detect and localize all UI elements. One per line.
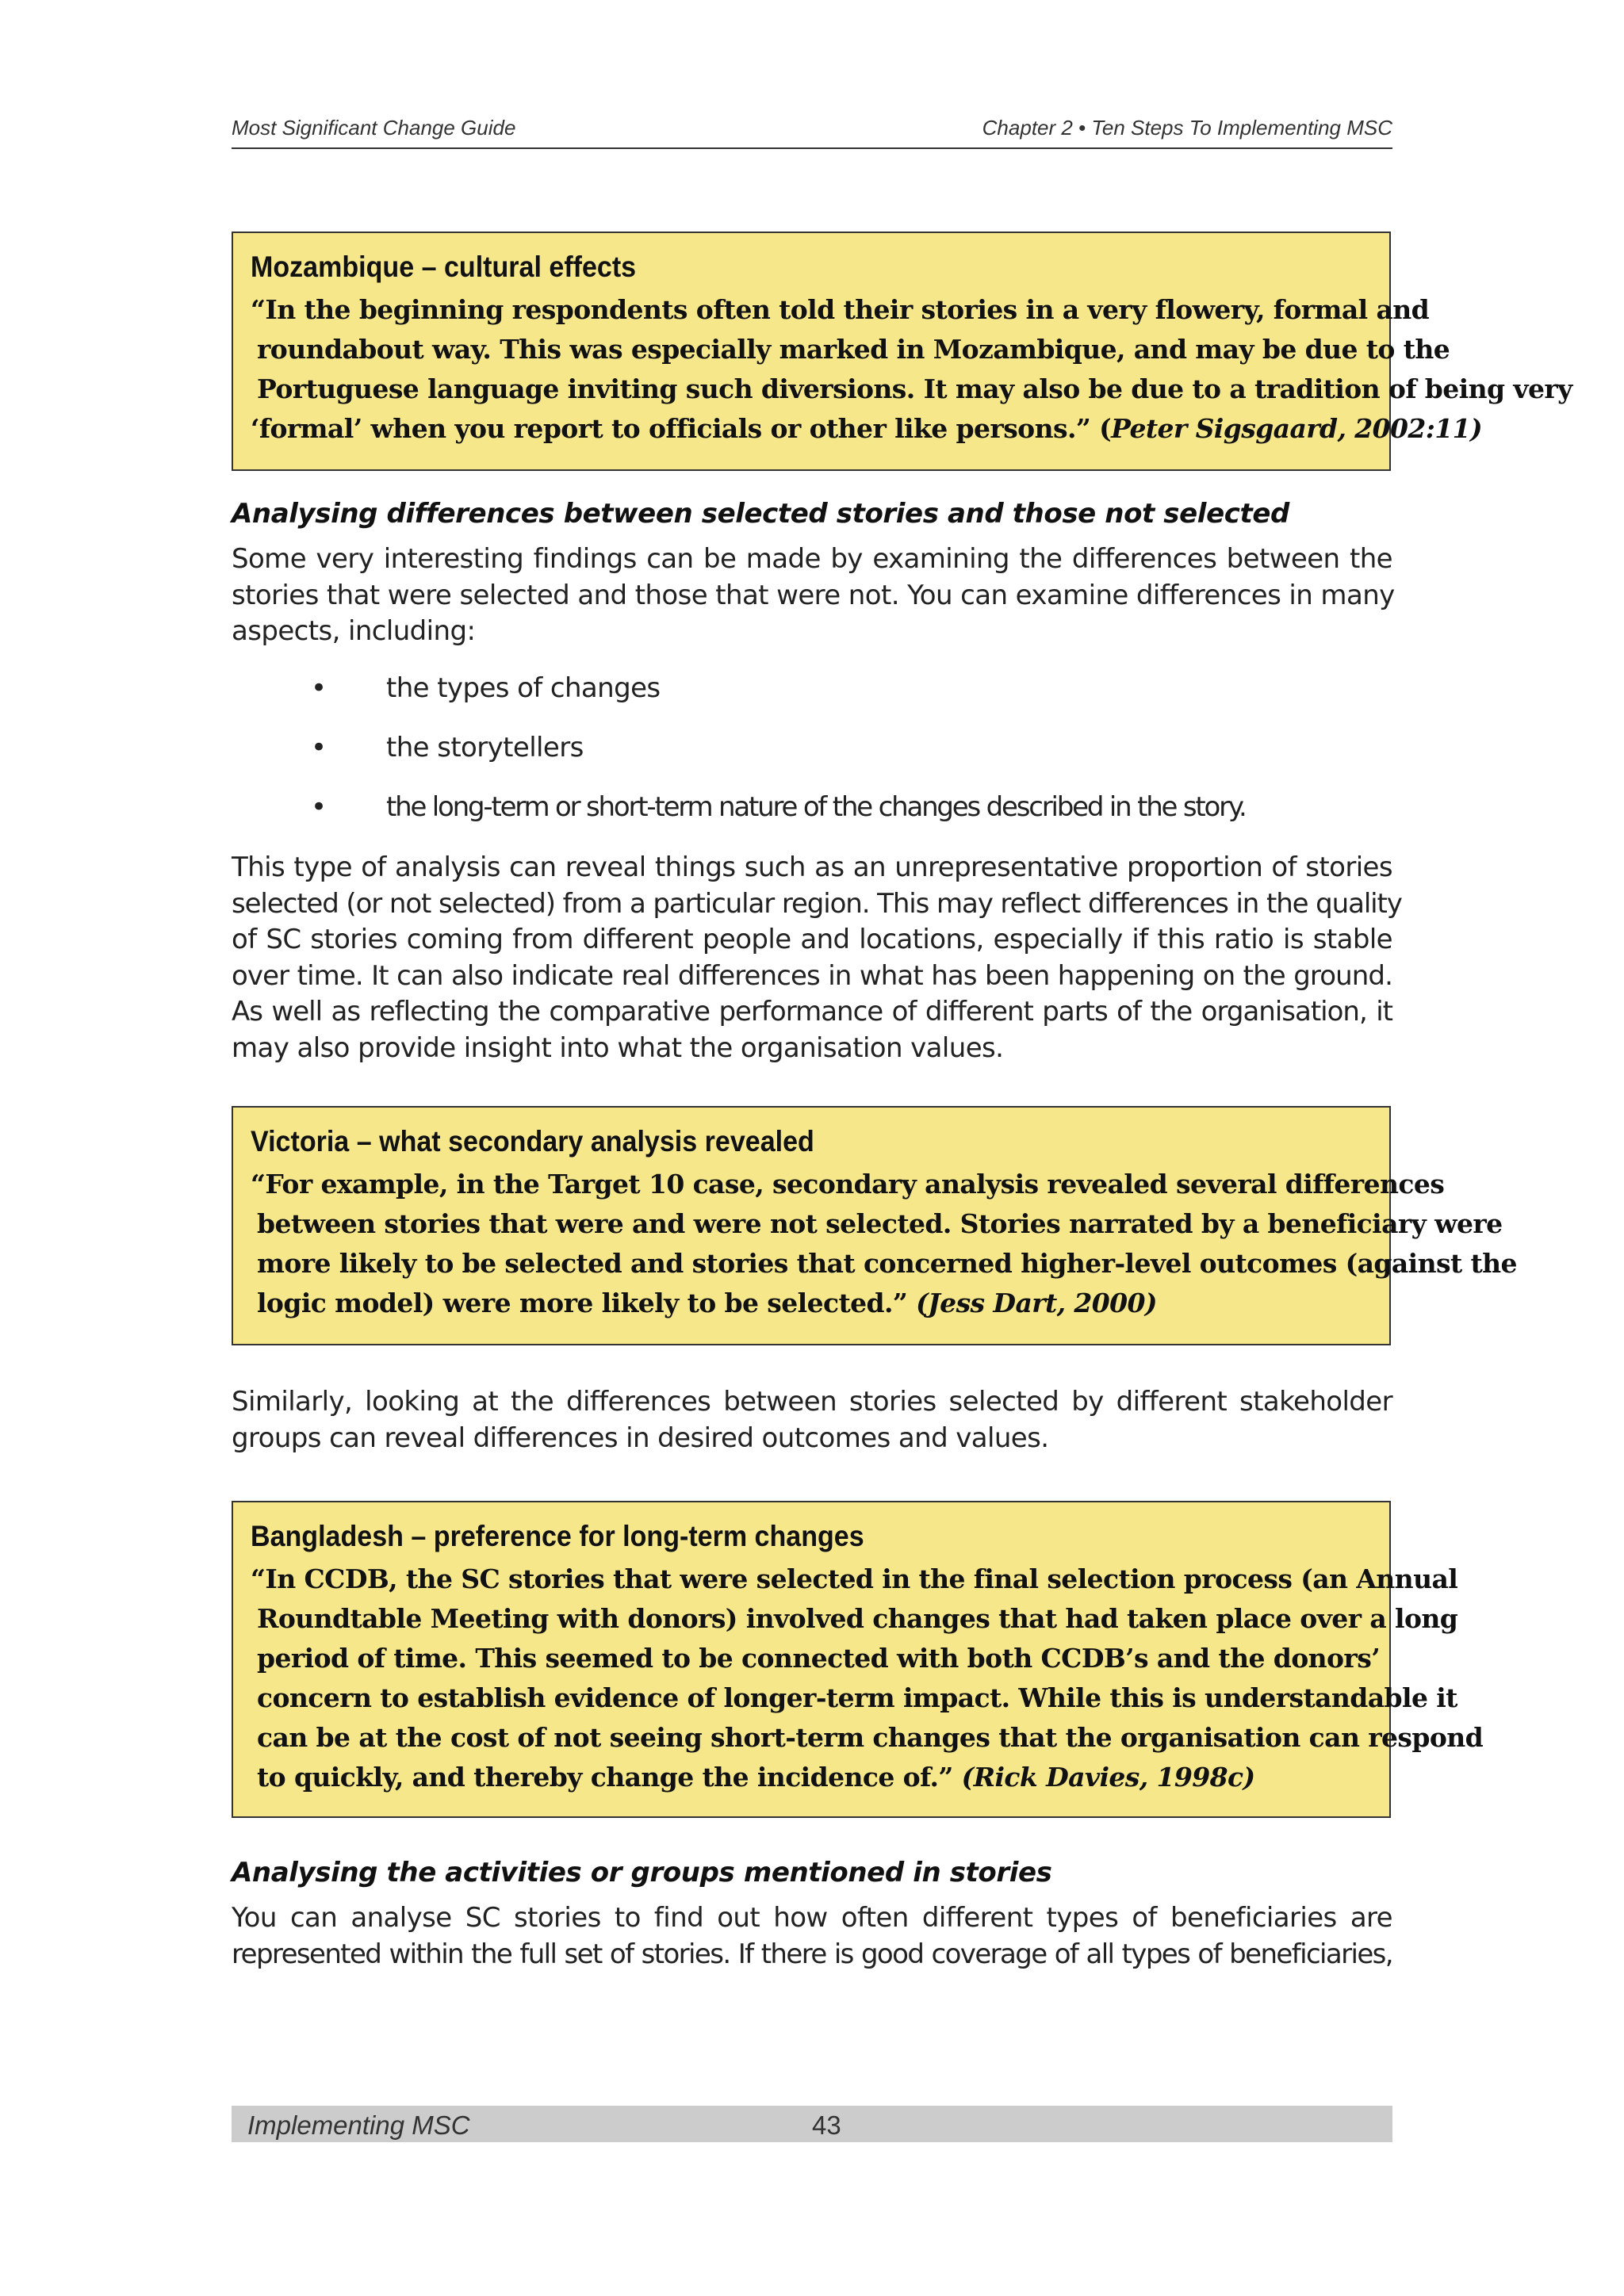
text-line: You can analyse SC stories to find out how often different types of beneficiaries are: [232, 1902, 1392, 1934]
bullet-text: the storytellers: [386, 732, 584, 763]
quote-line: “In CCDB, the SC stories that were selected in the final selection process (an Annual: [251, 1563, 1458, 1594]
case-box-mozambique: [232, 232, 1572, 471]
text-line: represented within the full set of stories. If there is good coverage of all types of beneficiaries,: [232, 1938, 1392, 1970]
text-line: may also provide insight into what the organisation values.: [232, 1031, 1004, 1064]
page-footer: [232, 2106, 1392, 2142]
quote-citation: (Rick Davies, 1998c): [961, 1762, 1255, 1793]
quote-line: “For example, in the Target 10 case, secondary analysis revealed several differences: [251, 1169, 1445, 1200]
footer-label: Implementing MSC: [247, 2110, 470, 2140]
text-line: As well as reflecting the comparative performance of different parts of the organisation, it: [232, 996, 1392, 1027]
case-box-title: Bangladesh – preference for long-term changes: [251, 1520, 864, 1552]
case-box-bangladesh: [232, 1501, 1484, 1818]
quote-line: concern to establish evidence of longer-term impact. While this is understandable it: [257, 1682, 1457, 1713]
text-line: Similarly, looking at the differences between stories selected by different stakeholder: [232, 1386, 1392, 1418]
case-box-quote: [251, 1559, 1484, 1797]
text-line: aspects, including:: [232, 615, 476, 647]
bullet-icon: •: [311, 672, 327, 704]
text-line: This type of analysis can reveal things such as an unrepresentative proportion of stories: [232, 851, 1392, 883]
case-box-quote: [251, 290, 1572, 449]
text-line: Some very interesting findings can be made by examining the differences between the: [232, 543, 1392, 575]
bullet-icon: •: [311, 732, 327, 763]
quote-line: between stories that were and were not selected. Stories narrated by a beneficiary were: [257, 1208, 1503, 1239]
quote-line: ‘formal’ when you report to officials or other like persons.” (: [251, 413, 1112, 444]
case-box-title: Victoria – what secondary analysis revealed: [251, 1125, 814, 1158]
body-paragraph: [232, 850, 1402, 1066]
section-heading: Analysing the activities or groups mentioned in stories: [232, 1857, 1052, 1888]
bullet-icon: •: [311, 791, 327, 823]
case-box-victoria: [232, 1106, 1517, 1345]
bullet-text: the types of changes: [386, 672, 661, 704]
header-guide-title: Most Significant Change Guide: [232, 116, 516, 140]
quote-line: to quickly, and thereby change the incidence of.”: [257, 1762, 962, 1793]
quote-line: more likely to be selected and stories that concerned higher-level outcomes (against the: [257, 1248, 1517, 1279]
page-number: 43: [812, 2110, 841, 2140]
quote-citation: (Jess Dart, 2000): [916, 1288, 1157, 1318]
bullet-text: the long-term or short-term nature of the changes described in the story.: [386, 791, 1246, 823]
case-box-quote: [251, 1165, 1517, 1323]
quote-line: “In the beginning respondents often told their stories in a very flowery, formal and: [251, 294, 1430, 325]
quote-line: can be at the cost of not seeing short-term changes that the organisation can respond: [257, 1722, 1484, 1753]
body-paragraph: [232, 541, 1395, 650]
quote-line: Roundtable Meeting with donors) involved changes that had taken place over a long: [257, 1603, 1458, 1634]
quote-line: roundabout way. This was especially marked in Mozambique, and may be due to the: [257, 334, 1450, 365]
section-heading: Analysing differences between selected stories and those not selected: [232, 498, 1289, 530]
quote-line: Portuguese language inviting such diversions. It may also be due to a tradition of being very: [257, 373, 1572, 404]
text-line: selected (or not selected) from a particular region. This may reflect differences in the quality: [232, 887, 1402, 920]
body-paragraph: [232, 1900, 1392, 1973]
header-chapter-title: Chapter 2 • Ten Steps To Implementing MSC: [982, 116, 1392, 140]
quote-citation: Peter Sigsgaard, 2002:11): [1111, 413, 1483, 444]
text-line: groups can reveal differences in desired outcomes and values.: [232, 1422, 1049, 1454]
text-line: over time. It can also indicate real differences in what has been happening on the ground.: [232, 959, 1392, 992]
text-line: of SC stories coming from different people and locations, especially if this ratio is stable: [232, 924, 1392, 955]
quote-line: logic model) were more likely to be selected.”: [257, 1288, 917, 1318]
page-header: [232, 116, 1392, 149]
body-paragraph: [232, 1384, 1392, 1456]
case-box-title: Mozambique – cultural effects: [251, 251, 637, 283]
quote-line: period of time. This seemed to be connected with both CCDB’s and the donors’: [257, 1643, 1381, 1674]
text-line: stories that were selected and those that were not. You can examine differences in many: [232, 579, 1395, 611]
